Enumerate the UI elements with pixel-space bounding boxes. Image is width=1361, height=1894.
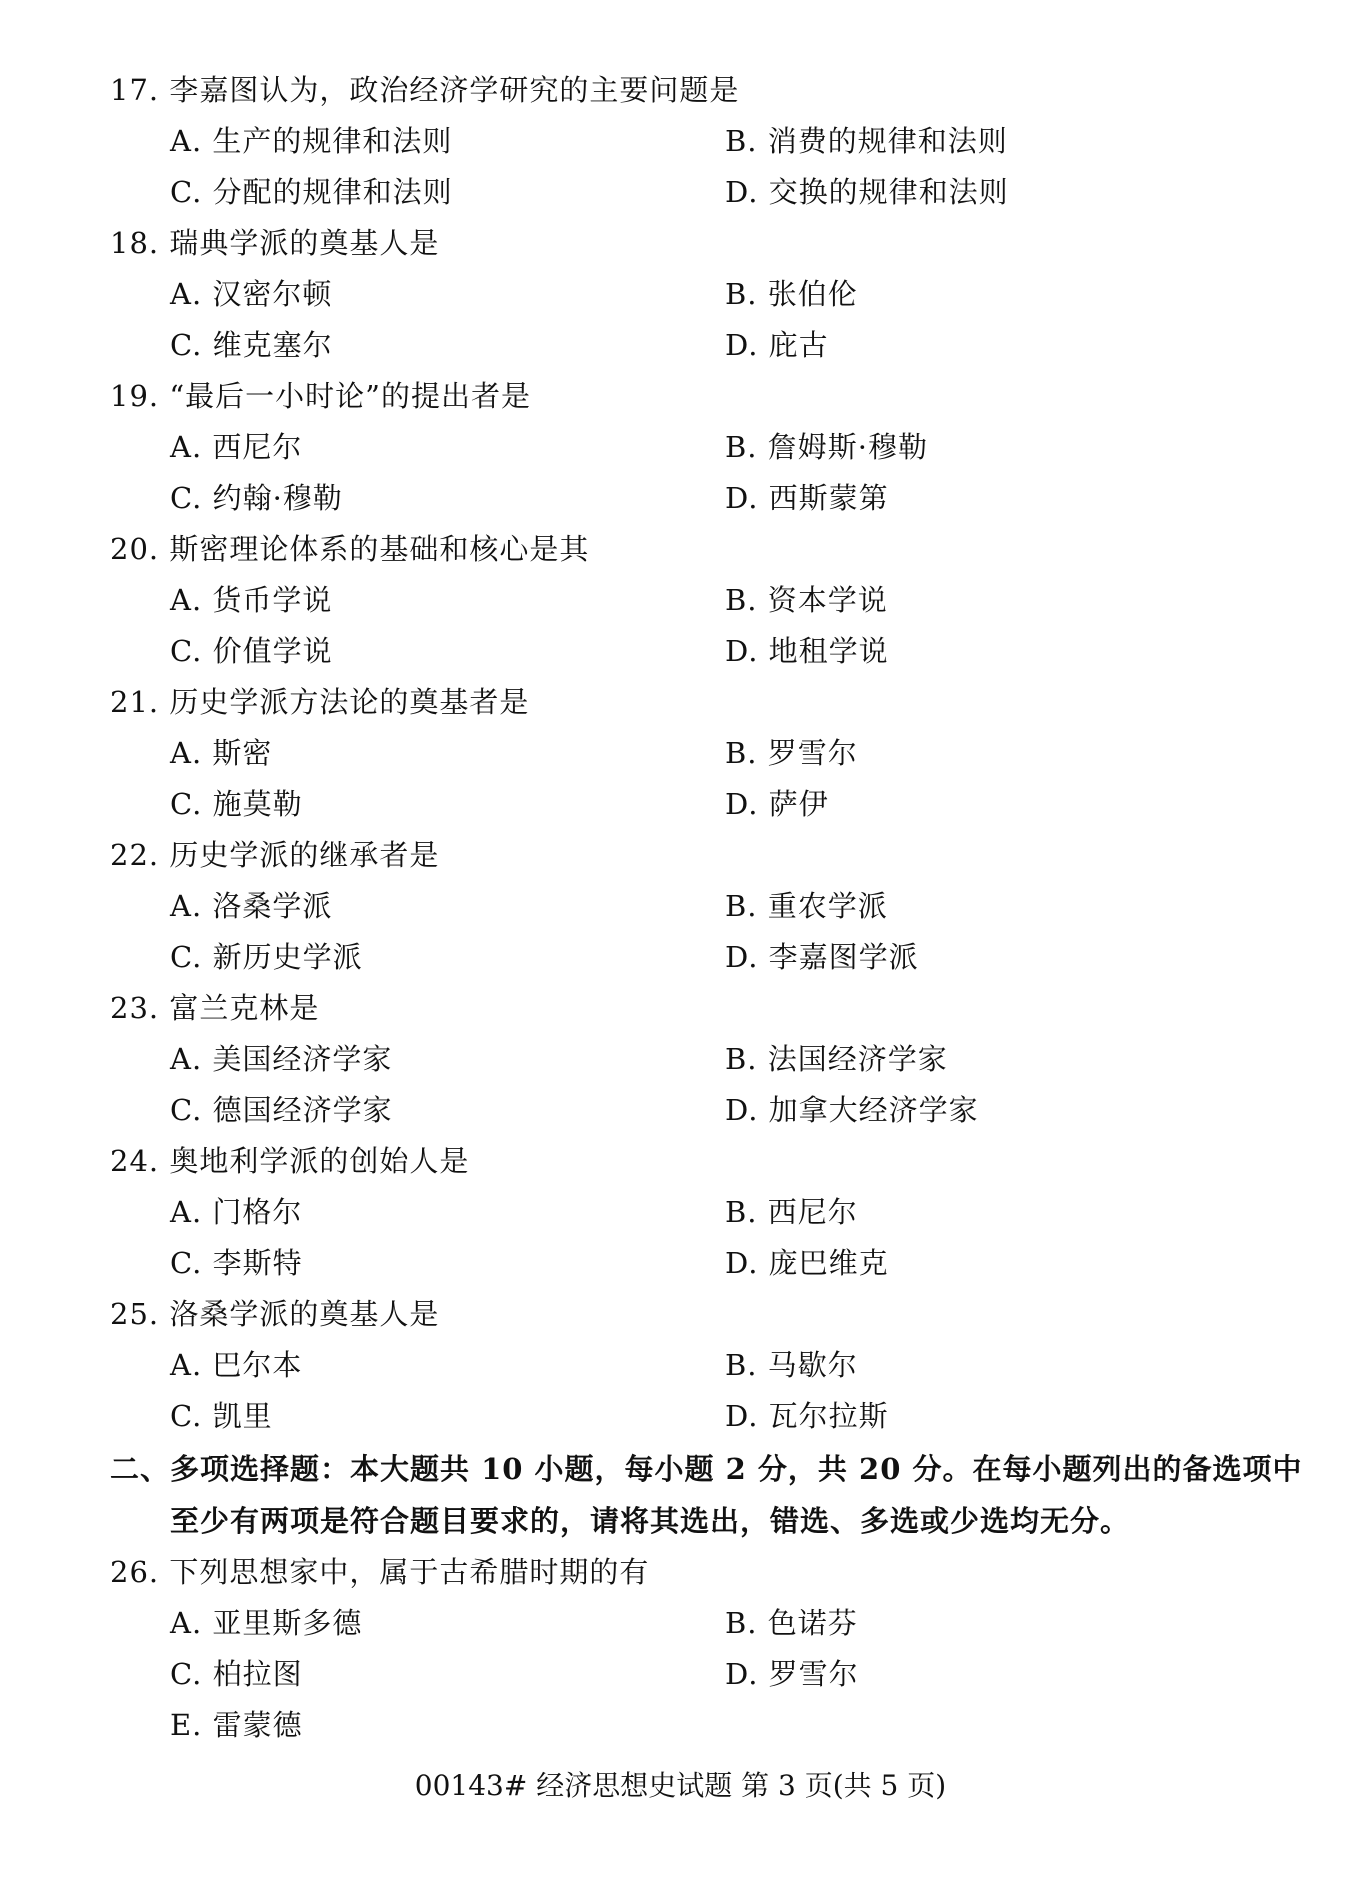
question-stem: 22. 历史学派的继承者是 — [110, 838, 440, 872]
option-c: C. 约翰·穆勒 — [170, 481, 343, 515]
option-d: D. 李嘉图学派 — [725, 940, 919, 974]
page-footer: 00143# 经济思想史试题 第 3 页(共 5 页) — [414, 1769, 947, 1802]
option-a: A. 门格尔 — [170, 1195, 303, 1229]
option-b: B. 资本学说 — [725, 583, 888, 617]
option-a: A. 生产的规律和法则 — [170, 124, 453, 158]
option-a: A. 汉密尔顿 — [170, 277, 333, 311]
question-stem: 24. 奥地利学派的创始人是 — [110, 1144, 470, 1178]
option-c: C. 凯里 — [170, 1399, 273, 1433]
option-d: D. 萨伊 — [725, 787, 829, 821]
option-b: B. 张伯伦 — [725, 277, 858, 311]
option-b: B. 消费的规律和法则 — [725, 124, 1008, 158]
option-d: D. 罗雪尔 — [725, 1657, 859, 1691]
option-c: C. 德国经济学家 — [170, 1093, 393, 1127]
option-c: C. 分配的规律和法则 — [170, 175, 453, 209]
question-stem: 20. 斯密理论体系的基础和核心是其 — [110, 532, 590, 566]
option-a: A. 巴尔本 — [170, 1348, 303, 1382]
option-e: E. 雷蒙德 — [170, 1708, 303, 1742]
question-stem: 25. 洛桑学派的奠基人是 — [110, 1297, 440, 1331]
question-stem: 21. 历史学派方法论的奠基者是 — [110, 685, 530, 719]
option-c: C. 新历史学派 — [170, 940, 363, 974]
option-c: C. 柏拉图 — [170, 1657, 303, 1691]
option-b: B. 法国经济学家 — [725, 1042, 948, 1076]
question-stem: 23. 富兰克林是 — [110, 991, 320, 1025]
option-b: B. 重农学派 — [725, 889, 888, 923]
question-stem: 18. 瑞典学派的奠基人是 — [110, 226, 440, 260]
option-d: D. 西斯蒙第 — [725, 481, 889, 515]
option-d: D. 加拿大经济学家 — [725, 1093, 979, 1127]
option-a: A. 斯密 — [170, 736, 273, 770]
option-a: A. 美国经济学家 — [170, 1042, 393, 1076]
section-heading: 二、多项选择题：本大题共 10 小题，每小题 2 分，共 20 分。在每小题列出的备选项中 — [110, 1452, 1303, 1486]
option-b: B. 色诺芬 — [725, 1606, 858, 1640]
option-b: B. 罗雪尔 — [725, 736, 858, 770]
option-a: A. 西尼尔 — [170, 430, 303, 464]
option-d: D. 庇古 — [725, 328, 829, 362]
option-a: A. 货币学说 — [170, 583, 333, 617]
option-c: C. 施莫勒 — [170, 787, 303, 821]
option-c: C. 李斯特 — [170, 1246, 303, 1280]
option-c: C. 价值学说 — [170, 634, 333, 668]
question-stem: 19. “最后一小时论”的提出者是 — [110, 379, 531, 413]
option-b: B. 马歇尔 — [725, 1348, 858, 1382]
option-d: D. 瓦尔拉斯 — [725, 1399, 889, 1433]
question-stem: 17. 李嘉图认为，政治经济学研究的主要问题是 — [110, 73, 740, 107]
option-d: D. 庞巴维克 — [725, 1246, 889, 1280]
option-a: A. 洛桑学派 — [170, 889, 333, 923]
option-d: D. 交换的规律和法则 — [725, 175, 1009, 209]
option-c: C. 维克塞尔 — [170, 328, 333, 362]
question-stem: 26. 下列思想家中，属于古希腊时期的有 — [110, 1555, 650, 1589]
option-d: D. 地租学说 — [725, 634, 889, 668]
section-instructions: 至少有两项是符合题目要求的，请将其选出，错选、多选或少选均无分。 — [170, 1504, 1131, 1538]
option-b: B. 西尼尔 — [725, 1195, 858, 1229]
option-b: B. 詹姆斯·穆勒 — [725, 430, 928, 464]
option-a: A. 亚里斯多德 — [170, 1606, 363, 1640]
